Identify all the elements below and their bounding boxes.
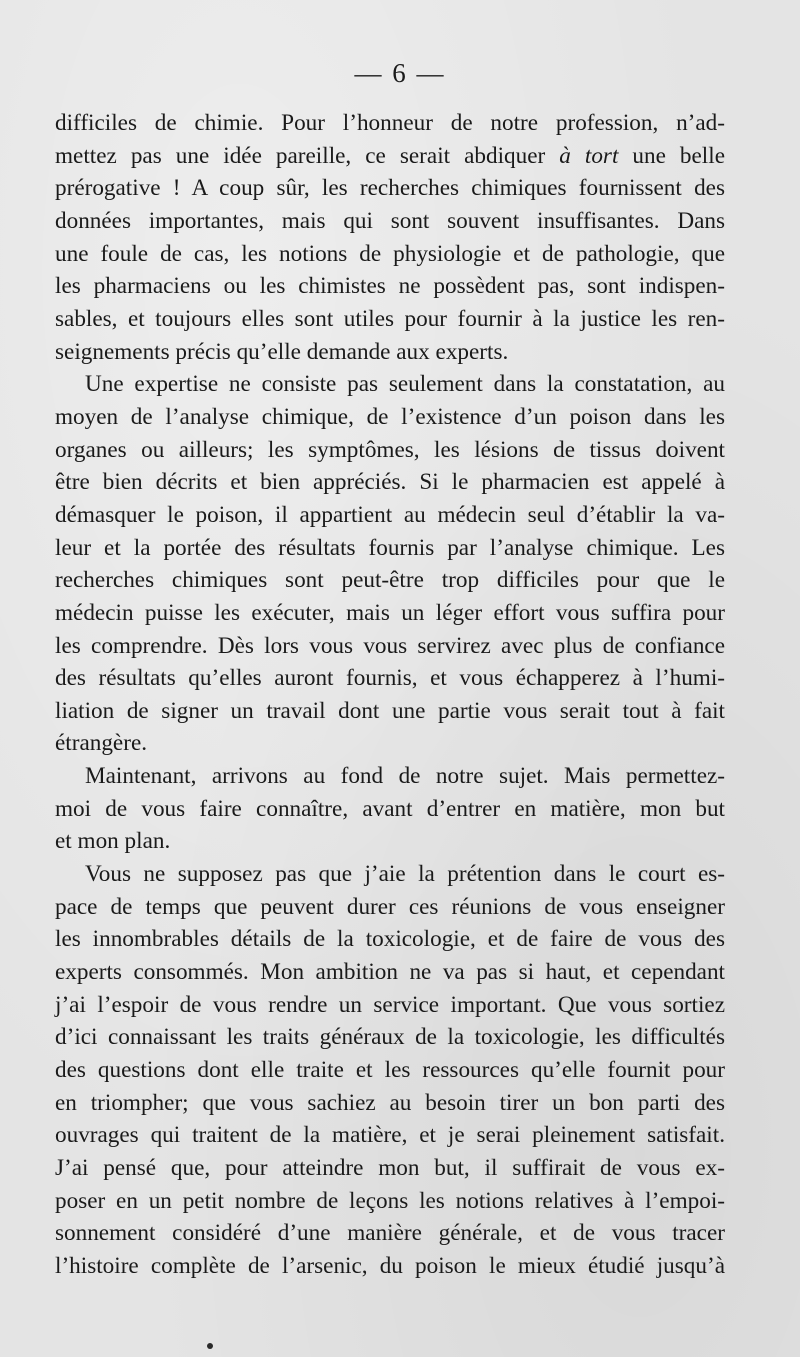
paragraph-4 (55, 858, 725, 1283)
text-line: des résultats qu’elles auront fournis, et vous échapperez à l’humi- (55, 665, 725, 692)
text-line: sables, et toujours elles sont utiles pour fournir à la justice les ren- (55, 305, 725, 332)
text-line: les innombrables détails de la toxicologie, et de faire de vous des (55, 926, 725, 953)
ink-speck (207, 1343, 213, 1349)
text-line: pace de temps que peuvent durer ces réunions de vous enseigner (55, 893, 725, 920)
text-line: liation de signer un travail dont une partie vous serait tout à fait (55, 697, 725, 724)
text-line: moyen de l’analyse chimique, de l’existence d’un poison dans les (55, 403, 725, 430)
body-text (55, 107, 725, 1283)
text-line: d’ici connaissant les traits généraux de la toxicologie, les difficultés (55, 1024, 725, 1051)
text-line: ouvrages qui traitent de la matière, et je serai pleinement satisfait. (55, 1122, 725, 1149)
text-line: et mon plan. (55, 828, 171, 855)
text-line: experts consommés. Mon ambition ne va pas si haut, et cependant (55, 959, 725, 986)
text-line: étrangère. (55, 730, 148, 757)
text-line: prérogative ! A coup sûr, les recherches chimiques fournissent des (55, 175, 725, 202)
page-number: — 6 — (354, 58, 446, 88)
text-line: moi de vous faire connaître, avant d’entrer en matière, mon but (55, 795, 725, 822)
text-line: l’histoire complète de l’arsenic, du poison le mieux étudié jusqu’à (55, 1252, 725, 1279)
paragraph-2 (55, 368, 725, 760)
text-line: données importantes, mais qui sont souvent insuffisantes. Dans (55, 207, 725, 234)
text-line: être bien décrits et bien appréciés. Si le pharmacien est appelé à (55, 469, 725, 496)
text-line: démasquer le poison, il appartient au médecin seul d’établir la va- (55, 501, 725, 528)
text-line: médecin puisse les exécuter, mais un léger effort vous suffira pour (55, 599, 725, 626)
text-line: Une expertise ne consiste pas seulement dans la constatation, au (85, 371, 725, 398)
text-line: les pharmaciens ou les chimistes ne possèdent pas, sont indispen- (55, 273, 725, 300)
text-line: recherches chimiques sont peut-être trop difficiles pour que le (55, 567, 725, 594)
paragraph-3 (55, 760, 725, 858)
text-line: leur et la portée des résultats fournis par l’analyse chimique. Les (55, 534, 725, 561)
text-line: j’ai l’espoir de vous rendre un service important. Que vous sortiez (55, 991, 725, 1018)
text-line: Vous ne supposez pas que j’aie la prétention dans le court es- (85, 861, 725, 888)
text-line: organes ou ailleurs; les symptômes, les lésions de tissus doivent (55, 436, 725, 463)
text-line: sonnement considéré d’une manière générale, et de vous tracer (55, 1220, 725, 1247)
emphasis-text: à tort (559, 142, 619, 169)
text-line: les comprendre. Dès lors vous vous servirez avec plus de confiance (55, 632, 725, 659)
text-line: des questions dont elle traite et les ressources qu’elle fournit pour (55, 1057, 725, 1084)
text-line: difficiles de chimie. Pour l’honneur de notre profession, n’ad- (55, 110, 725, 136)
text-line: en triompher; que vous sachiez au besoin tirer un bon parti des (55, 1089, 725, 1116)
text-line: Maintenant, arrivons au fond de notre sujet. Mais permettez- (85, 763, 725, 790)
text-line: J’ai pensé que, pour atteindre mon but, il suffirait de vous ex- (55, 1155, 725, 1181)
paragraph-1 (55, 107, 725, 368)
text-line: poser en un petit nombre de leçons les notions relatives à l’empoi- (55, 1187, 725, 1214)
text-line: une foule de cas, les notions de physiologie et de pathologie, que (55, 240, 725, 267)
text-line: mettez pas une idée pareille, ce serait abdiquer à tort une belle (55, 142, 725, 169)
text-line: seignements précis qu’elle demande aux experts. (55, 338, 509, 365)
